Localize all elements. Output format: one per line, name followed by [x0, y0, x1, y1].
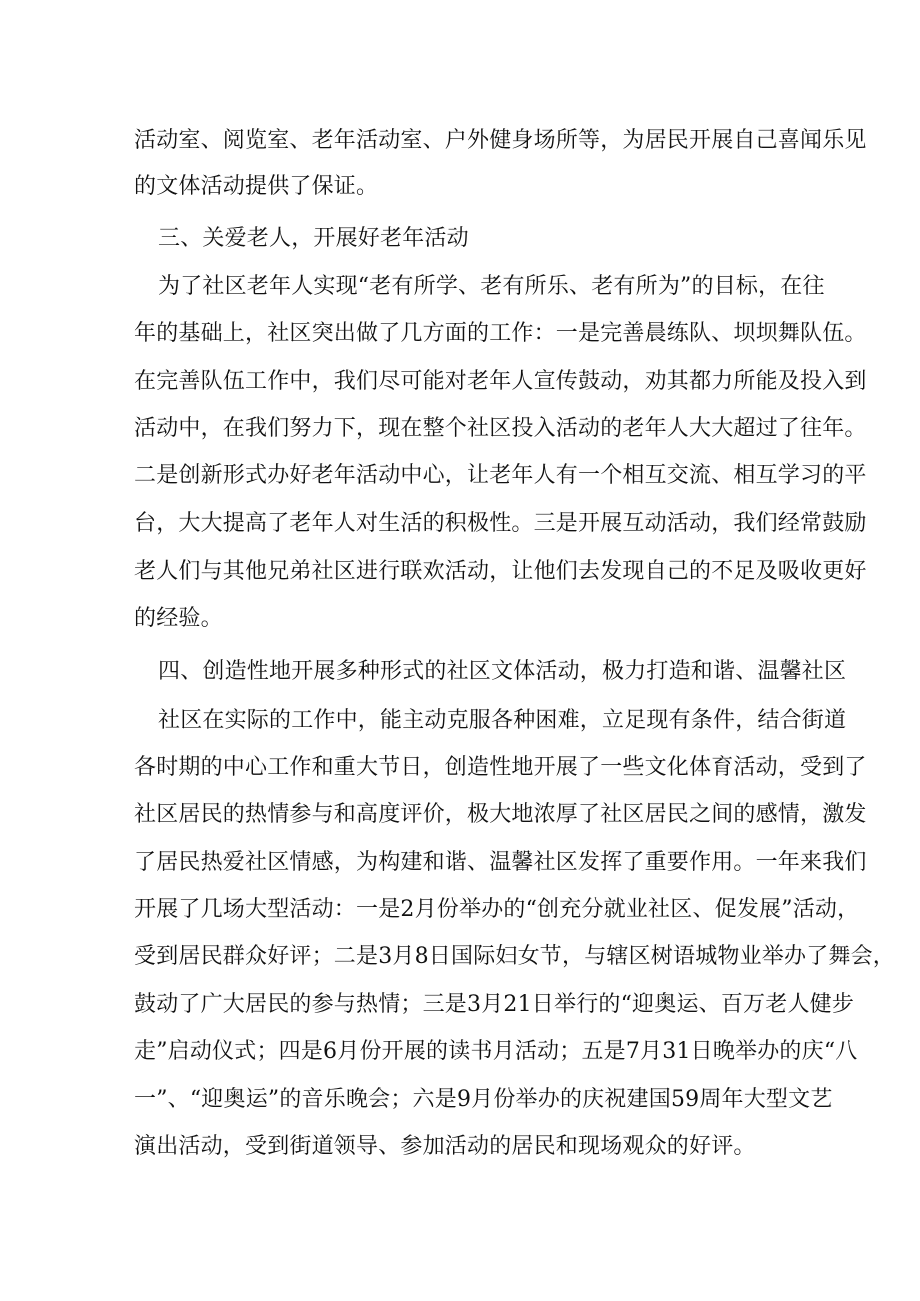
text-line-19: 鼓动了广大居民的参与热情；三是3月21日举行的“迎奥运、百万老人健步: [134, 992, 855, 1017]
text-line-17: 开展了几场大型活动：一是2月份举办的“创充分就业社区、促发展”活动，: [134, 897, 860, 922]
text-line-2: 的文体活动提供了保证。: [134, 174, 379, 199]
text-line-16: 了居民热爱社区情感，为构建和谐、温馨社区发挥了重要作用。一年来我们: [134, 850, 867, 875]
section-heading-3: 三、关爱老人，开展好老年活动: [158, 226, 469, 251]
text-line-4: 为了社区老年人实现“老有所学、老有所乐、老有所为”的目标，在往: [158, 274, 825, 299]
text-line-1: 活动室、阅览室、老年活动室、户外健身场所等，为居民开展自己喜闻乐见: [134, 128, 867, 153]
text-line-15: 社区居民的热情参与和高度评价，极大地浓厚了社区居民之间的感情，激发: [134, 802, 867, 827]
section-heading-4: 四、创造性地开展多种形式的社区文体活动，极力打造和谐、温馨社区: [158, 659, 847, 684]
text-line-13: 社区在实际的工作中，能主动克服各种困难，立足现有条件，结合街道: [158, 708, 847, 733]
text-line-6: 在完善队伍工作中，我们尽可能对老年人宣传鼓动，劝其都力所能及投入到: [134, 369, 867, 394]
text-line-5: 年的基础上，社区突出做了几方面的工作：一是完善晨练队、坝坝舞队伍。: [134, 321, 867, 346]
text-line-8: 二是创新形式办好老年活动中心，让老年人有一个相互交流、相互学习的平: [134, 463, 867, 488]
text-line-14: 各时期的中心工作和重大节日，创造性地开展了一些文化体育活动，受到了: [134, 755, 867, 780]
text-line-22: 演出活动，受到街道领导、参加活动的居民和现场观众的好评。: [134, 1134, 756, 1159]
text-line-18: 受到居民群众好评；二是3月8日国际妇女节，与辖区树语城物业举办了舞会，: [134, 944, 895, 969]
text-line-9: 台，大大提高了老年人对生活的积极性。三是开展互动活动，我们经常鼓励: [134, 511, 867, 536]
text-line-11: 的经验。: [134, 606, 223, 631]
text-line-10: 老人们与其他兄弟社区进行联欢活动，让他们去发现自己的不足及吸收更好: [134, 559, 867, 584]
text-line-20: 走”启动仪式；四是6月份开展的读书月活动；五是7月31日晚举办的庆“八: [134, 1039, 858, 1064]
text-line-7: 活动中，在我们努力下，现在整个社区投入活动的老年人大大超过了往年。: [134, 416, 867, 441]
text-line-21: 一”、“迎奥运”的音乐晚会；六是9月份举办的庆祝建国59周年大型文艺: [134, 1087, 833, 1112]
